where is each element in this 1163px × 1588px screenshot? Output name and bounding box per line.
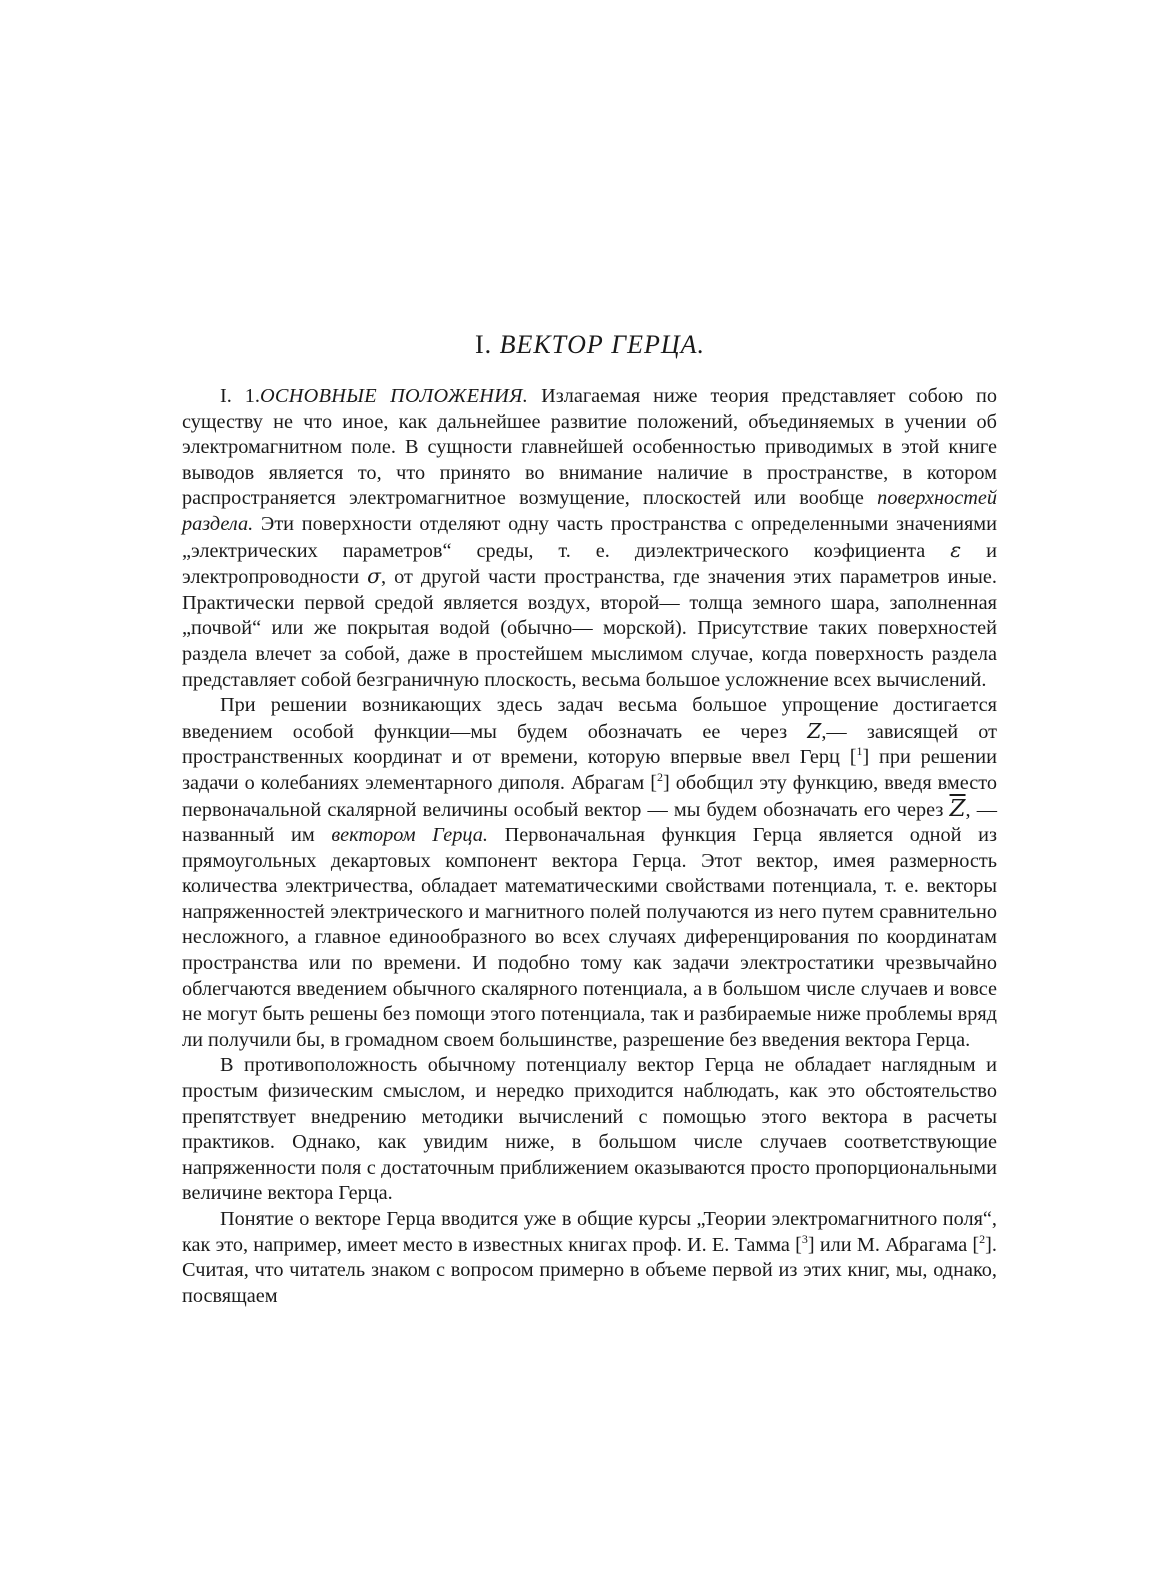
p2-text-3: ] при решении задачи о колебаниях элементарного диполя. Абрагам [ — [182, 746, 997, 794]
p1-text-3: и электропроводности — [182, 539, 997, 589]
p1-text-2: Эти поверхности отделяют одну часть пространства с определенными значениями „электрических параметров“ среды, т. е. диэлектрического коэфициента — [182, 512, 997, 562]
reference-4: 2 — [979, 1231, 986, 1246]
chapter-title-text: ВЕКТОР ГЕРЦА. — [499, 330, 706, 359]
section-number: I. 1. — [220, 385, 260, 407]
reference-1: 1 — [856, 744, 863, 759]
p1-text-1: Излагаемая ниже теория представляет собою по существу не что иное, как дальнейшее развитие положений, объединяемых в учении об электромагнитном поле. В сущности главнейшей особенностью приводимых в этой книге выводов является то, что принято во внимание наличие в пространстве, в котором распространяется электромагнитное возмущение, плоскостей или вообще — [182, 385, 997, 510]
p4-text-1: Понятие о векторе Герца вводится уже в общие курсы „Теории электромагнитного поля“, как это, например, имеет место в известных книгах проф. И. Е. Тамма [ — [182, 1208, 997, 1256]
reference-3: 3 — [801, 1231, 808, 1246]
paragraph-2 — [182, 693, 997, 1053]
reference-2: 2 — [656, 770, 663, 785]
p2-text-1: При решении возникающих здесь задач весьма большое упрощение достигается введением особой функции—мы будем обозначать ее через — [182, 694, 997, 743]
paragraph-3: В противоположность обычному потенциалу вектор Герца не обладает наглядным и простым физическим смыслом, и нередко приходится наблюдать, как это обстоятельство препятствует внедрению методики вычислений с помощью этого вектора в расчеты практиков. Однако, как увидим ниже, в большом числе случаев соответствующие напряженности поля с достаточным приближением оказываются просто пропорциональными величине вектора Герца. — [182, 1054, 997, 1205]
sigma-symbol: σ — [367, 564, 382, 589]
p1-emphasis-surfaces: поверхностей раздела. — [182, 487, 997, 535]
z-vector-symbol: $\overline{Z}$ — [949, 795, 966, 822]
p2-emphasis-hertz-vector: вектором Герца. — [331, 824, 488, 847]
epsilon-symbol: ε — [950, 537, 962, 562]
paragraph-1 — [182, 384, 997, 693]
chapter-title — [180, 330, 1000, 360]
section-heading: ОСНОВНЫЕ ПОЛОЖЕНИЯ. — [259, 385, 529, 407]
p2-text-4: ] обобщил эту функцию, введя вместо первоначальной скалярной величины особый вектор — мы будем обозначать его через — [182, 771, 997, 821]
chapter-number: I. — [474, 330, 493, 359]
p4-text-3: ]. Считая, что читатель знаком с вопросом примерно в объеме первой из этих книг, мы, однако, посвящаем — [182, 1233, 997, 1307]
body-text — [182, 384, 997, 1309]
p4-text-2: ] или М. Абрагама [ — [807, 1233, 980, 1256]
p1-text-4: , от другой части пространства, где значения этих параметров иные. Практически первой средой является воздух, второй— толща земного шара, заполненная „почвой“ или же покрытая водой (обычно— морской). Присутствие таких поверхностей раздела влечет за собой, даже в простейшем мыслимом случае, когда поверхность раздела представляет собой безграничную плоскость, весьма большое усложнение всех вычислений. — [182, 566, 997, 691]
p2-text-5: , — названный им — [182, 798, 997, 847]
p2-text-6: Первоначальная функция Герца является одной из прямоугольных декартовых компонент вектора Герца. Этот вектор, имея размерность количества электричества, обладает математическими свойствами потенциала, т. е. векторы напряженностей электрического и магнитного полей получаются из него путем сравнительно несложного, а главное единообразного во всех случаях диференцирования по координатам пространства или по времени. И подобно тому как задачи электростатики чрезвычайно облегчаются введением обычного скалярного потенциала, а в большом числе случаев и вовсе не могут быть решены без помощи этого потенциала, так и разбираемые ниже проблемы вряд ли получили бы, в громадном своем большинстве, разрешение без введения вектора Герца. — [182, 824, 997, 1051]
paragraph-4 — [182, 1207, 997, 1309]
p2-text-2: ,— зависящей от пространственных координат и от времени, которую впервые ввел Герц [ — [182, 720, 997, 769]
z-function-symbol: Z — [807, 718, 822, 743]
